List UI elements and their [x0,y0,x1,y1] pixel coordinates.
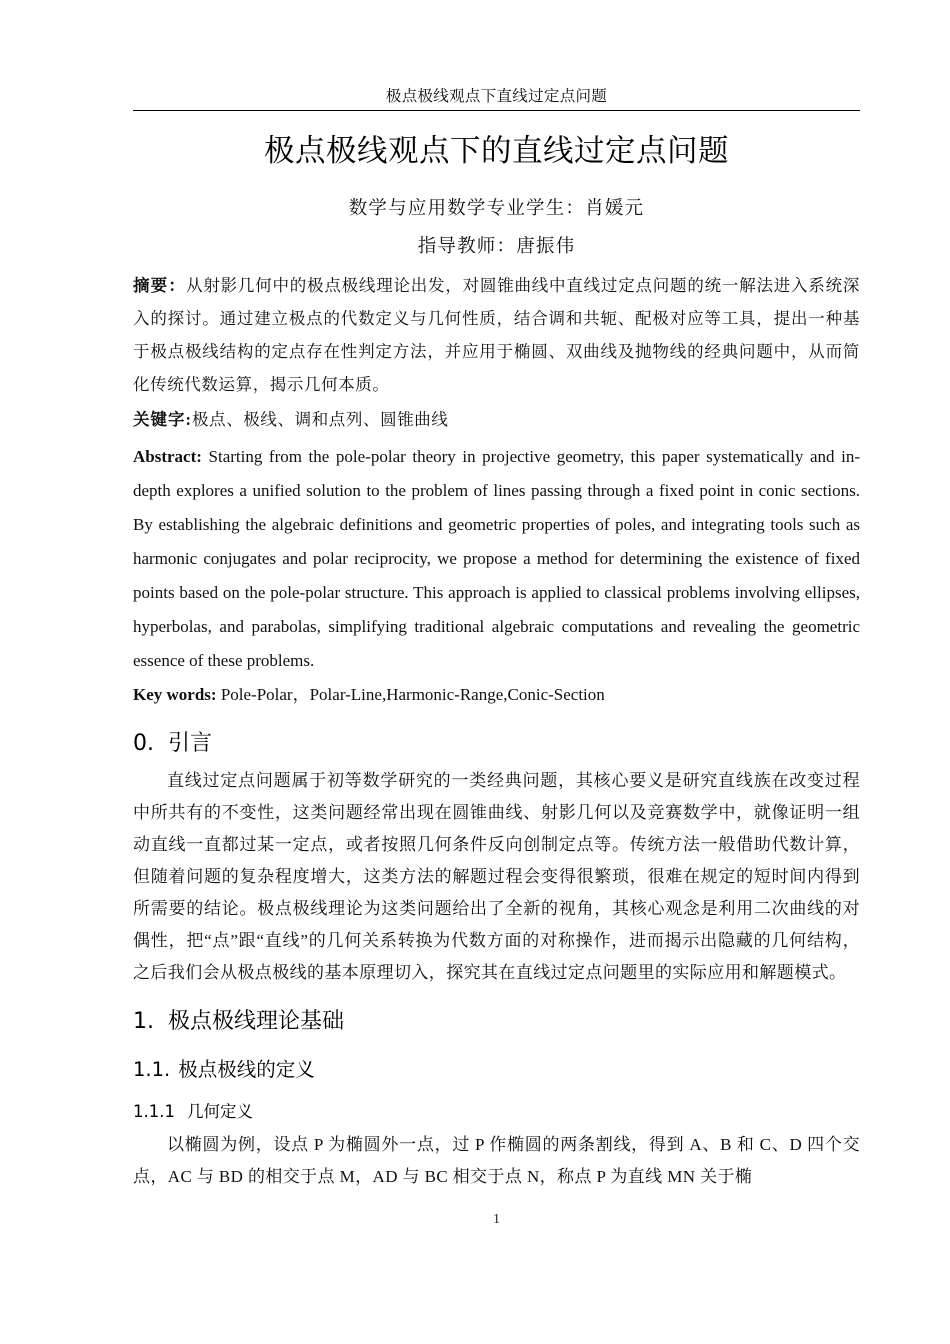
section-heading-0 [133,725,860,763]
section-title-0: 引言 [168,731,213,756]
running-title: 极点极线观点下直线过定点问题 [385,88,608,105]
page-header [133,86,860,111]
chinese-keywords-text: 极点、极线、调和点列、圆锥曲线 [192,410,449,429]
chinese-keywords [133,404,860,435]
page-number: 1 [493,1212,500,1227]
document-body [133,269,860,1193]
english-keywords-text: Pole-Polar，Polar-Line,Harmonic-Range,Conic-Section [220,685,605,704]
chinese-abstract-label: 摘要： [133,276,187,295]
section-title-1-1: 极点极线的定义 [178,1058,315,1081]
section-heading-1 [133,1003,860,1041]
header-rule [133,110,860,111]
english-abstract-text: Starting from the pole-polar theory in projective geometry, this paper systematically and in-depth explores a unified solution to the problem of lines passing through a fixed point in conic sections. By establishing the algebraic definitions and geometric properties of poles, and integrating tools such as harmonic conjugates and polar reciprocity, we propose a method for determining the existence of fixed points based on the pole-polar structure. This approach is applied to classical problems involving ellipses, hyperbolas, and parabolas, simplifying traditional algebraic computations and revealing the geometric essence of these problems. [133,447,861,670]
section-heading-1-1-1 [133,1097,860,1127]
section-title-1: 极点极线理论基础 [168,1009,345,1034]
section-paragraph-1-1-1: 以椭圆为例，设点 P 为椭圆外一点，过 P 作椭圆的两条割线，得到 A、B 和 C、D 四个交点，AC 与 BD 的相交于点 M，AD 与 BC 相交于点 N，称点 P 为直线 MN 关于椭 [133,1135,860,1186]
section-title-1-1-1: 几何定义 [186,1102,253,1121]
section-number-1-1-1: 1.1.1 [133,1102,175,1121]
english-abstract [133,440,860,678]
chinese-abstract-text: 从射影几何中的极点极线理论出发，对圆锥曲线中直线过定点问题的统一解法进入系统深入的探讨。通过建立极点的代数定义与几何性质，结合调和共轭、配极对应等工具，提出一种基于极点极线结构的定点存在性判定方法，并应用于椭圆、双曲线及抛物线的经典问题中，从而简化传统代数运算，揭示几何本质。 [133,276,861,394]
section-paragraph-0: 直线过定点问题属于初等数学研究的一类经典问题，其核心要义是研究直线族在改变过程中所共有的不变性，这类问题经常出现在圆锥曲线、射影几何以及竞赛数学中，就像证明一组动直线一直都过某一定点，或者按照几何条件反向创制定点等。传统方法一般借助代数计算，但随着问题的复杂程度增大，这类方法的解题过程会变得很繁琐，很难在规定的短时间内得到所需要的结论。极点极线理论为这类问题给出了全新的视角，其核心观念是利用二次曲线的对偶性，把“点”跟“直线”的几何关系转换为代数方面的对称操作，进而揭示出隐藏的几何结构，之后我们会从极点极线的基本原理切入，探究其在直线过定点问题里的实际应用和解题模式。 [133,771,860,982]
chinese-abstract [133,269,860,401]
english-abstract-label: Abstract: [133,447,202,466]
english-keywords [133,679,860,711]
page-title: 极点极线观点下的直线过定点问题 [264,134,729,169]
section-number-1-1: 1.1. [133,1058,171,1081]
section-number-0: 0. [133,731,154,756]
section-heading-1-1 [133,1053,860,1087]
chinese-keywords-label: 关键字: [133,410,192,429]
advisor-line: 指导教师：唐振伟 [417,237,576,257]
english-keywords-label: Key words: [133,685,217,704]
section-number-1: 1. [133,1009,154,1034]
author-line: 数学与应用数学专业学生：肖媛元 [348,199,645,219]
